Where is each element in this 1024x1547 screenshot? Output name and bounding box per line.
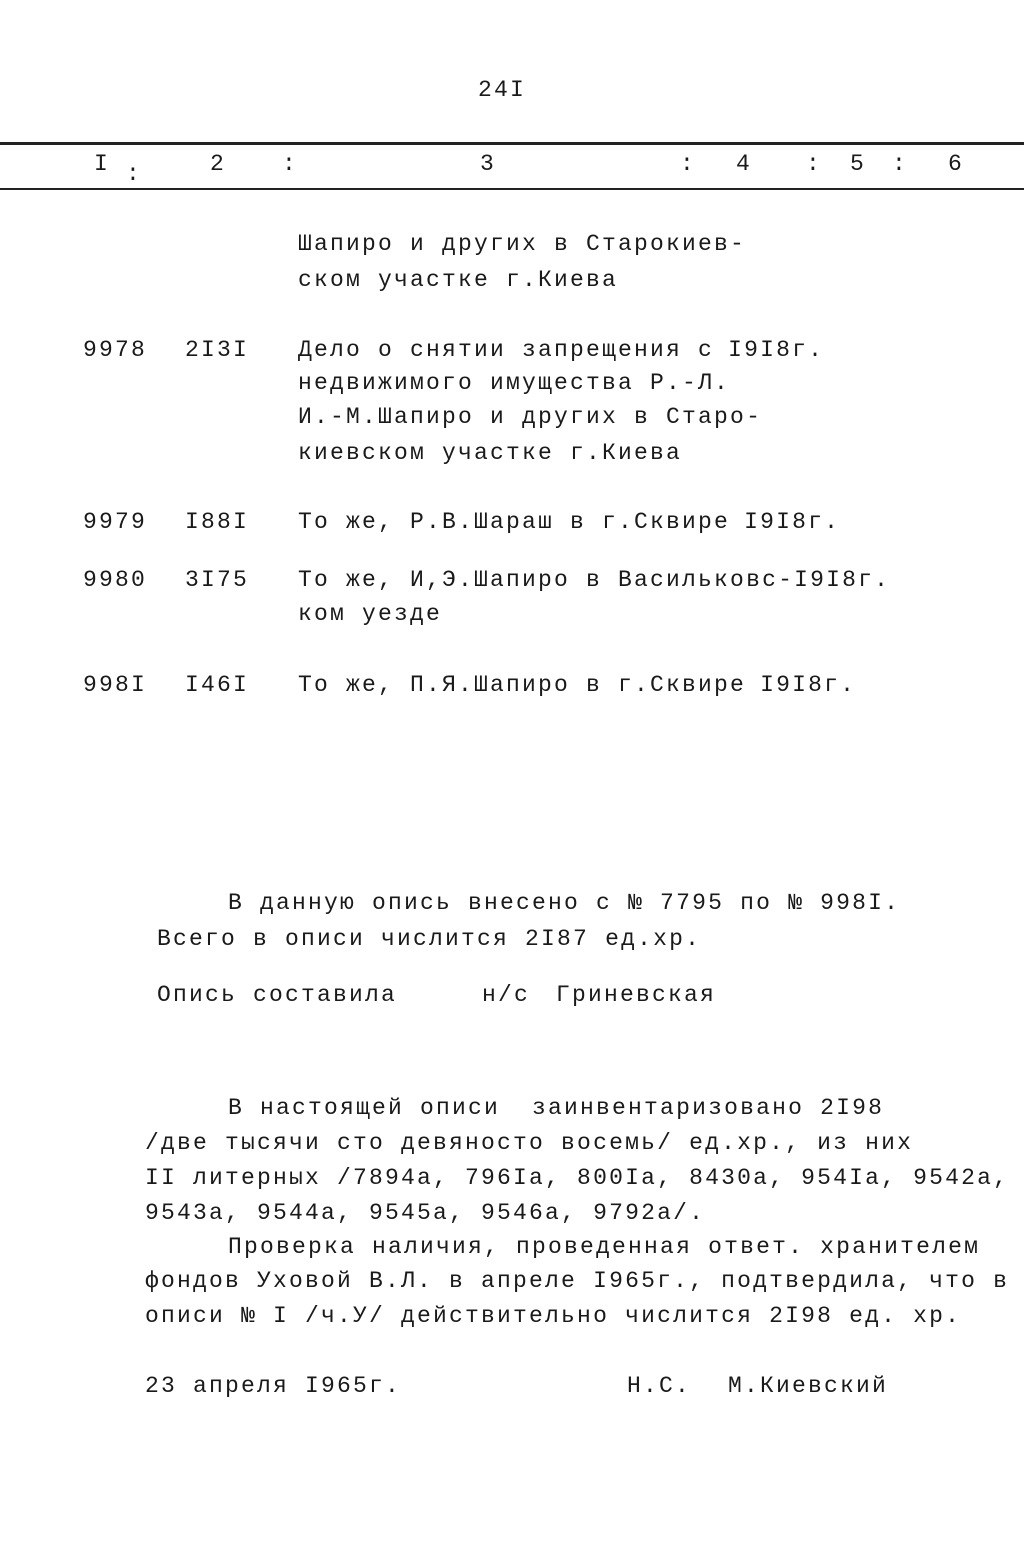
entry-year: I9I8г. [744,509,841,535]
header-bottom-rule [0,188,1024,190]
entry-year: I9I8г. [794,567,891,593]
cert-line: описи № I /ч.У/ действительно числится 2I98 ед. хр. [145,1303,962,1329]
col-sep: : [892,151,909,177]
case-number: I46I [185,672,250,698]
col-3: 3 [480,151,497,177]
entry-first-row [298,508,840,536]
cert-line: II литерных /7894а, 796Iа, 800Iа, 8430а, 954Iа, 9542а, [145,1165,1010,1191]
col-6: 6 [948,151,965,177]
summary-line: В данную опись внесено с № 7795 по № 998I. [228,890,901,916]
entry-title-line: То же, П.Я.Шапиро в г.Сквире [298,672,747,698]
cert-line: В настоящей описи заинвентаризовано 2I98 [228,1095,885,1121]
col-sep: : [126,161,143,187]
col-2: 2 [210,151,227,177]
entry-title-line: То же, И,Э.Шапиро в Васильковс- [298,567,795,593]
entry-first-row [298,336,824,364]
compiled-title: н/с [482,982,531,1008]
entry-title-line: киевском участке г.Киева [298,440,683,466]
entry-number: 9979 [83,509,148,535]
compiled-label: Опись составила [157,982,398,1008]
cert-line: фондов Уховой В.Л. в апреле I965г., подтвердила, что в [145,1268,1010,1294]
col-sep: : [282,151,299,177]
entry-first-row [298,671,856,699]
signer-title: Н.С. [627,1373,692,1399]
entry-title-line: ком уезде [298,601,443,627]
text-line: ском участке г.Киева [298,267,619,293]
cert-line: /две тысячи сто девяносто восемь/ ед.хр., из них [145,1130,914,1156]
entry-title-line: И.-М.Шапиро и других в Старо- [298,404,763,430]
col-1: I [94,151,111,177]
entry-title-line: То же, Р.В.Шараш в г.Сквире [298,509,731,535]
col-sep: : [806,151,823,177]
entry-title-line: Дело о снятии запрещения с [298,337,715,363]
cert-date: 23 апреля I965г. [145,1373,402,1399]
entry-number: 998I [83,672,148,698]
entry-title-line: недвижимого имущества Р.-Л. [298,370,731,396]
entry-year: I9I8г. [760,672,857,698]
header-top-rule [0,142,1024,145]
cert-line: Проверка наличия, проведенная ответ. хранителем [228,1234,981,1260]
col-sep: : [680,151,697,177]
signer-name: М.Киевский [728,1373,889,1399]
text-line: Шапиро и других в Старокиев- [298,231,747,257]
case-number: 2I3I [185,337,250,363]
compiled-name: Гриневская [556,982,717,1008]
cert-line: 9543а, 9544а, 9545а, 9546а, 9792а/. [145,1200,706,1226]
col-4: 4 [736,151,753,177]
page-number: 24I [478,77,527,103]
entry-number: 9980 [83,567,148,593]
summary-line: Всего в описи числится 2I87 ед.хр. [157,926,702,952]
case-number: I88I [185,509,250,535]
entry-number: 9978 [83,337,148,363]
col-5: 5 [850,151,867,177]
entry-year: I9I8г. [728,337,825,363]
case-number: 3I75 [185,567,250,593]
entry-first-row [298,566,890,594]
